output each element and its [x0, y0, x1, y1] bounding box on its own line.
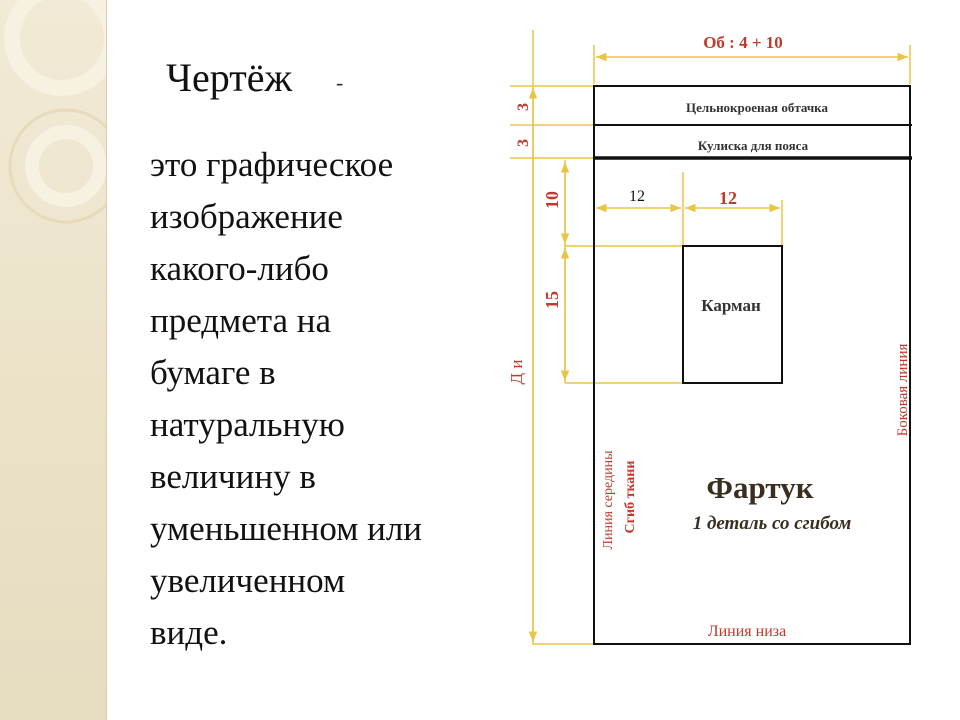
- definition-line: натуральную: [150, 405, 345, 444]
- pocket-top-dimension-label: 10: [542, 191, 562, 209]
- facing-strip-label: Цельнокроеная обтачка: [686, 100, 828, 115]
- pocket-offset-label: 12: [629, 188, 645, 205]
- title-dash: -: [336, 70, 344, 95]
- pocket-height-dimension-label: 15: [542, 291, 562, 309]
- part-name-label: Фартук: [706, 470, 814, 505]
- casing-strip-label: Кулиска для пояса: [697, 138, 809, 153]
- hem-line-label: Линия низа: [707, 623, 787, 640]
- length-dimension-label: Д и: [507, 359, 526, 385]
- definition-line: предмета на: [150, 301, 332, 340]
- definition-line: виде.: [150, 613, 228, 652]
- definition-line: уменьшенном или: [150, 509, 423, 548]
- definition-line: изображение: [150, 197, 343, 236]
- definition-line: какого-либо: [150, 249, 329, 288]
- part-note-label: 1 деталь со сгибом: [692, 513, 852, 534]
- fold-label: Сгиб ткани: [623, 460, 638, 534]
- definition-line: это графическое: [150, 145, 394, 184]
- definition-line: бумаге в: [150, 353, 276, 392]
- top-dimension-label: Об : 4 + 10: [703, 33, 783, 52]
- pocket-width-label: 12: [719, 188, 737, 208]
- center-line-label: Линия середины: [601, 450, 616, 550]
- strip2-dimension-label: 3: [515, 139, 532, 147]
- definition-line: увеличенном: [150, 561, 346, 600]
- apron-outline: [594, 86, 910, 644]
- slide-title: Чертёж: [166, 55, 293, 100]
- pocket-label: Карман: [701, 296, 761, 315]
- side-line-label: Боковая линия: [895, 343, 911, 437]
- strip1-dimension-label: 3: [515, 103, 532, 111]
- definition-line: величину в: [150, 457, 316, 496]
